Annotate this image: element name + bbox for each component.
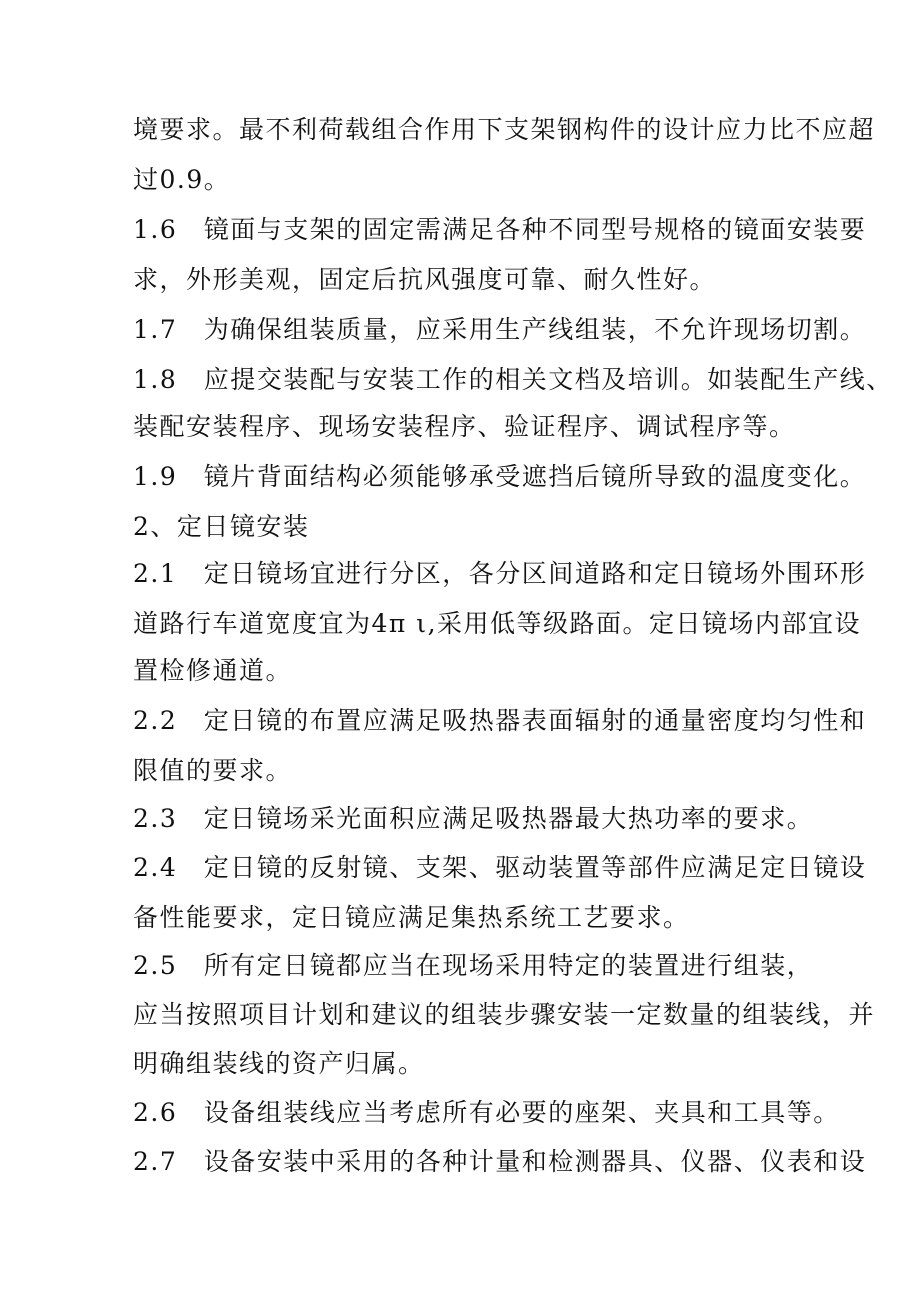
text-line: 过0.9。 xyxy=(133,165,231,194)
text-line: 2.5 所有定日镜都应当在现场采用特定的装置进行组装， xyxy=(133,951,814,980)
section-heading: 2、定日镜安装 xyxy=(133,512,310,541)
text-line: 2.6 设备组装线应当考虑所有必要的座架、夹具和工具等。 xyxy=(133,1098,840,1127)
text-line: 2.3 定日镜场采光面积应满足吸热器最大热功率的要求。 xyxy=(133,804,814,833)
text-line: 2.2 定日镜的布置应满足吸热器表面辐射的通量密度均匀性和 xyxy=(133,706,867,735)
text-line: 1.8 应提交装配与安装工作的相关文档及培训。如装配生产线、 xyxy=(133,365,893,394)
text-line: 求，外形美观，固定后抗风强度可靠、耐久性好。 xyxy=(133,265,717,294)
text-line: 备性能要求，定日镜应满足集热系统工艺要求。 xyxy=(133,903,690,932)
text-line: 1.9 镜片背面结构必须能够承受遮挡后镜所导致的温度变化。 xyxy=(133,462,867,491)
text-line: 1.7 为确保组装质量，应采用生产线组装，不允许现场切割。 xyxy=(133,315,867,344)
text-line: 1.6 镜面与支架的固定需满足各种不同型号规格的镜面安装要 xyxy=(133,215,867,244)
text-line: 道路行车道宽度宜为4π ι,采用低等级路面。定日镜场内部宜设 xyxy=(133,609,862,638)
text-line: 境要求。最不利荷载组合作用下支架钢构件的设计应力比不应超 xyxy=(133,115,876,144)
text-line: 明确组装线的资产归属。 xyxy=(133,1049,425,1078)
text-line: 2.7 设备安装中采用的各种计量和检测器具、仪器、仪表和设 xyxy=(133,1147,867,1176)
text-line: 2.4 定日镜的反射镜、支架、驱动装置等部件应满足定日镜设 xyxy=(133,853,867,882)
text-line: 置检修通道。 xyxy=(133,656,293,685)
text-line: 应当按照项目计划和建议的组装步骤安装一定数量的组装线，并 xyxy=(133,1000,876,1029)
text-line: 2.1 定日镜场宜进行分区，各分区间道路和定日镜场外围环形 xyxy=(133,559,867,588)
text-line: 限值的要求。 xyxy=(133,756,293,785)
text-line: 装配安装程序、现场安装程序、验证程序、调试程序等。 xyxy=(133,412,796,441)
